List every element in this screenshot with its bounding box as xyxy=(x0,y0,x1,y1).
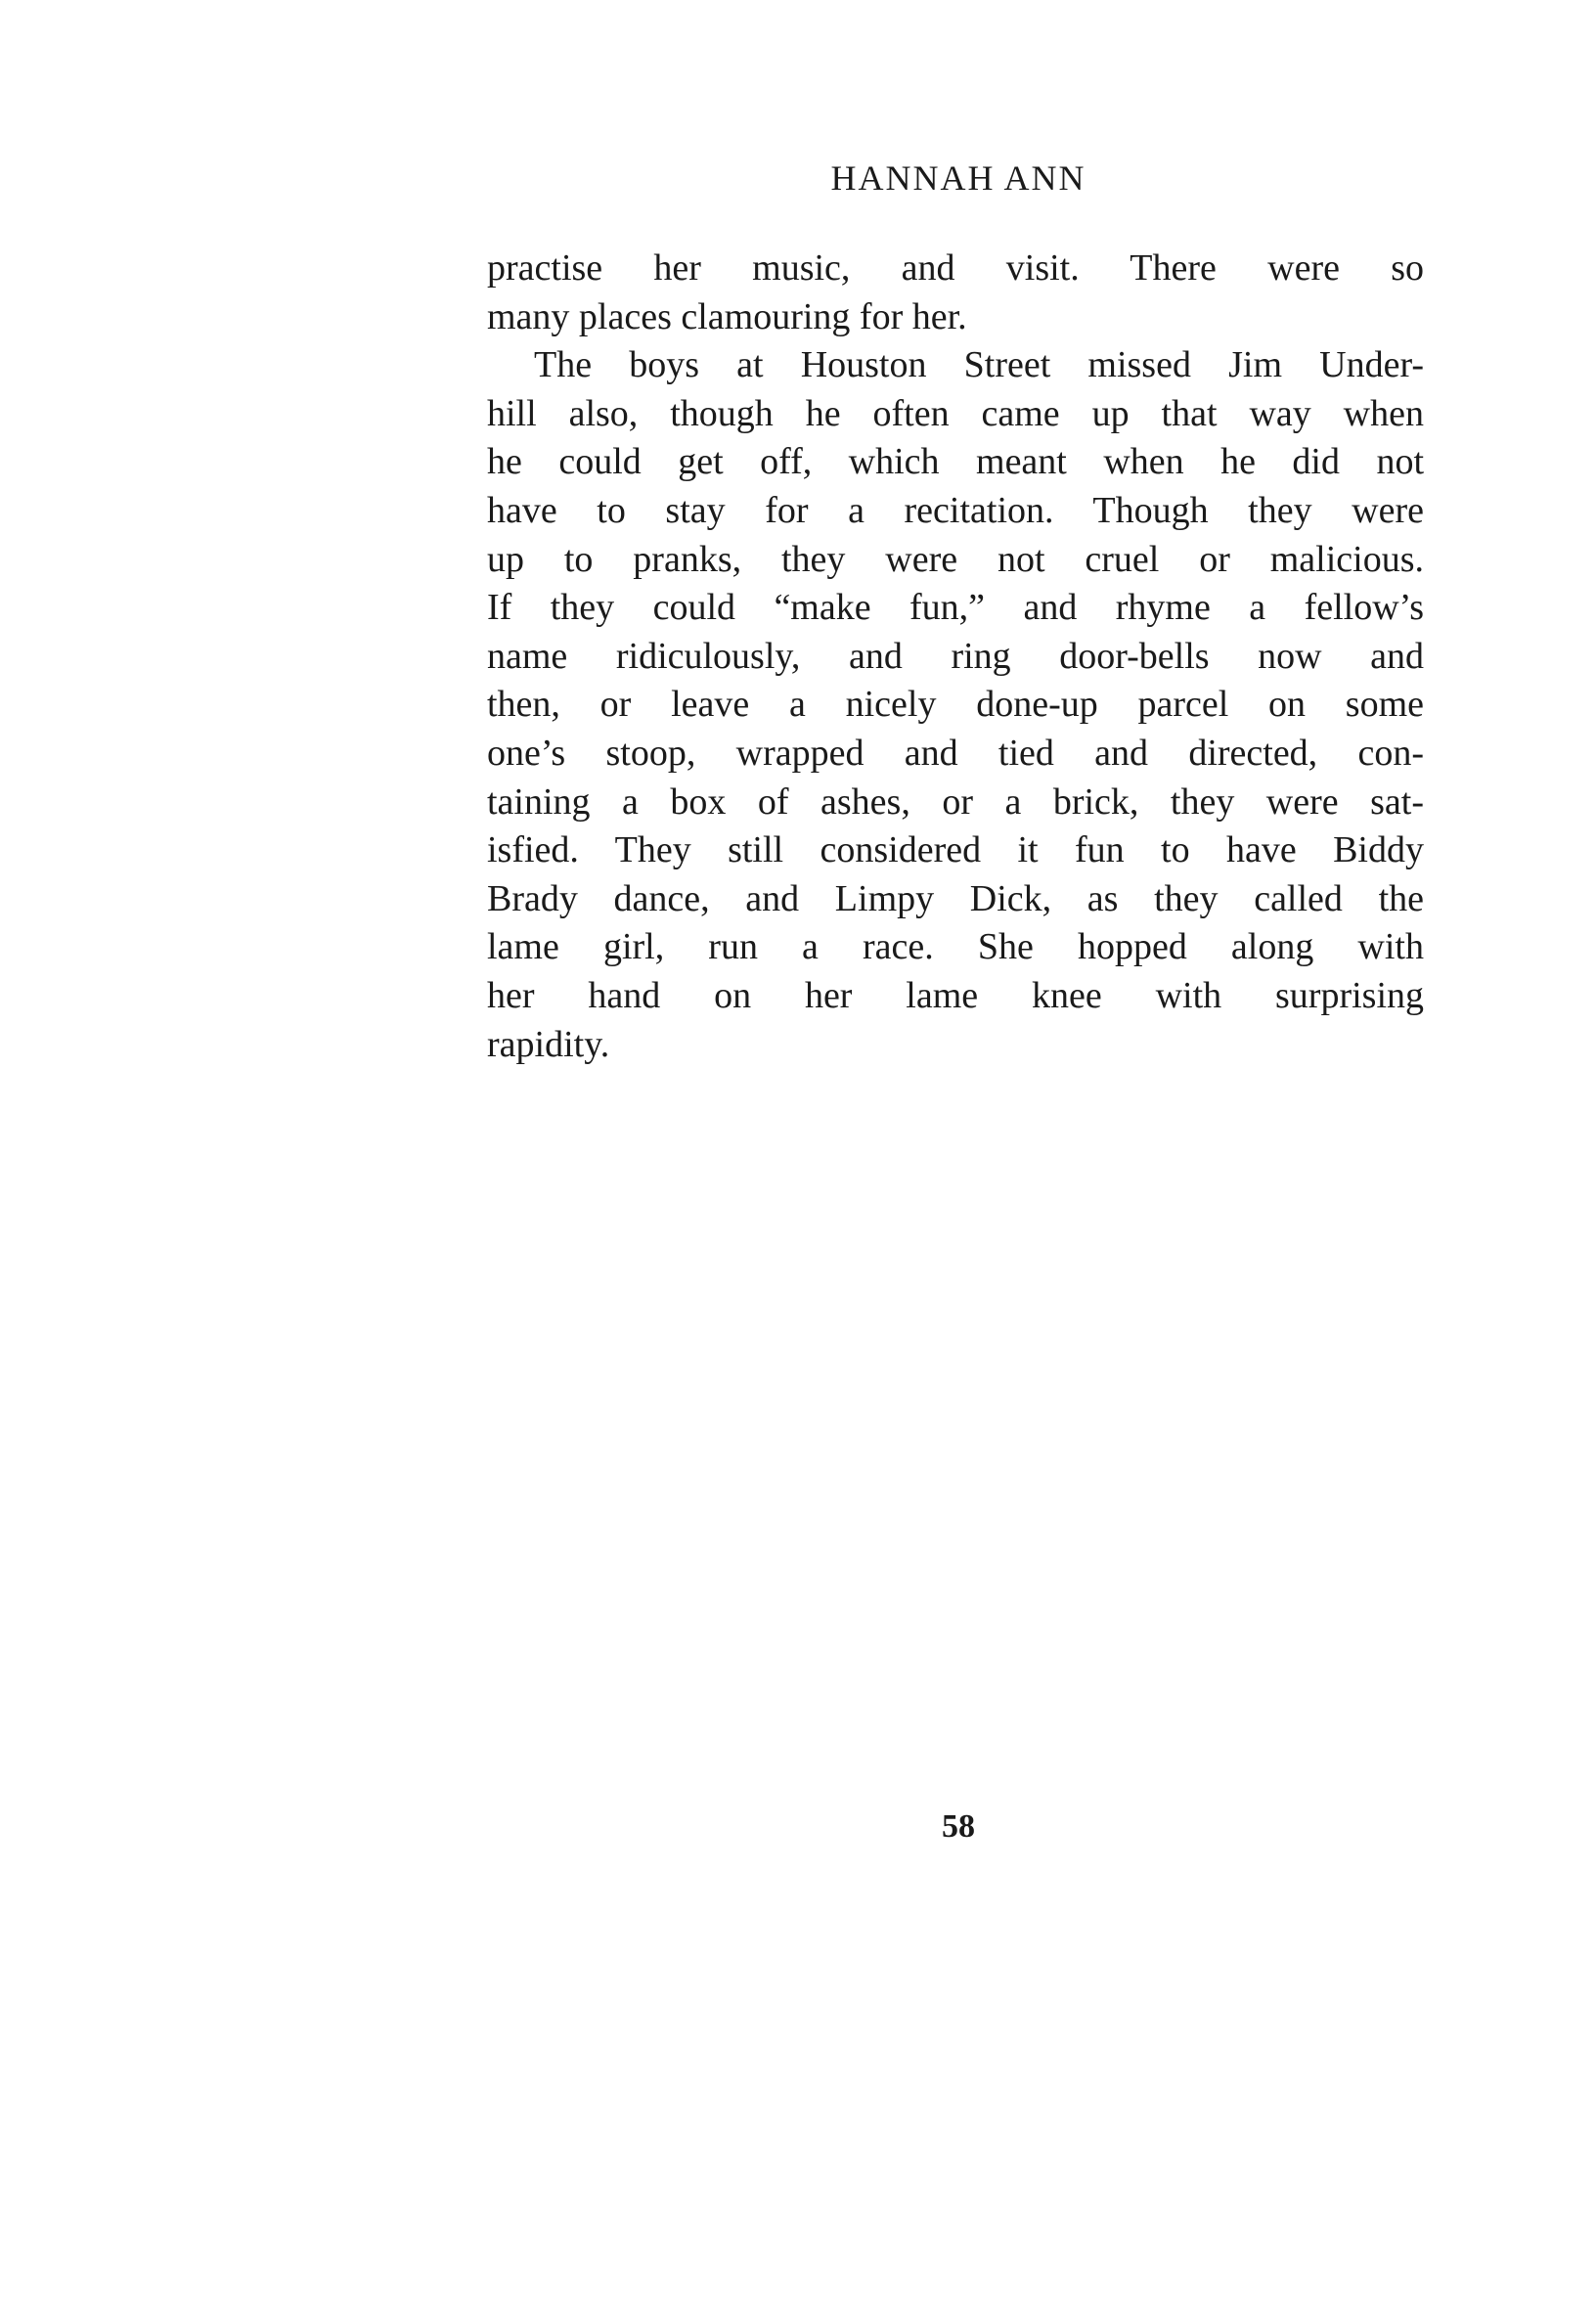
text-line: many places clamouring for her. xyxy=(487,295,967,337)
text-line: up to pranks, they were not cruel or malicious. xyxy=(487,538,1424,580)
body-text xyxy=(487,245,1424,1069)
text-line: then, or leave a nicely done-up parcel on some xyxy=(487,684,1424,726)
text-line: hill also, though he often came up that way when xyxy=(487,392,1424,434)
text-line: If they could “make fun,” and rhyme a fellow’s xyxy=(487,587,1424,629)
text-line: rapidity. xyxy=(487,1023,610,1065)
text-line: Brady dance, and Limpy Dick, as they called the xyxy=(487,877,1424,919)
running-head: HANNAH ANN xyxy=(830,158,1086,198)
text-line: The boys at Houston Street missed Jim Under- xyxy=(534,344,1424,386)
page-number: 58 xyxy=(942,1808,975,1845)
paragraph xyxy=(487,245,1424,341)
text-line: isfied. They still considered it fun to have Biddy xyxy=(487,829,1424,871)
paragraph xyxy=(487,341,1424,1069)
text-line: practise her music, and visit. There were so xyxy=(487,247,1424,289)
text-line: lame girl, run a race. She hopped along with xyxy=(487,926,1424,968)
text-line: taining a box of ashes, or a brick, they were sat- xyxy=(487,780,1424,823)
text-line: name ridiculously, and ring door-bells now and xyxy=(487,635,1424,677)
text-line: her hand on her lame knee with surprising xyxy=(487,974,1424,1016)
text-line: he could get off, which meant when he did not xyxy=(487,441,1424,483)
text-line: one’s stoop, wrapped and tied and directed, con- xyxy=(487,732,1424,774)
text-line: have to stay for a recitation. Though they were xyxy=(487,489,1424,531)
